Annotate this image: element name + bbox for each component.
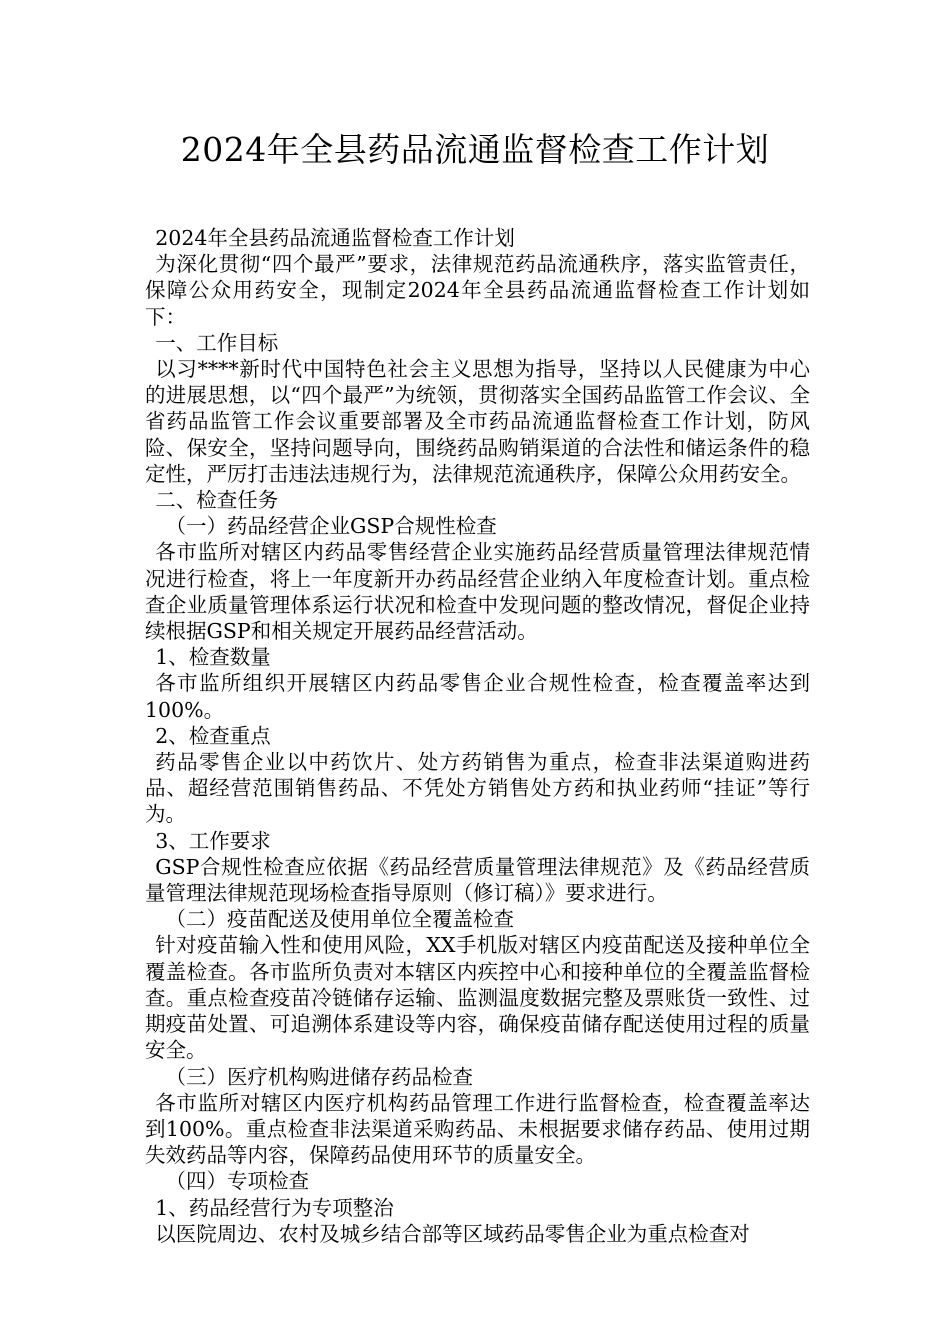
section-heading-tasks: 二、检查任务 [155, 488, 279, 513]
medical-paragraph: 各市监所对辖区内医疗机构药品管理工作进行监督检查，检查覆盖率达到100%。重点检查非法渠道采购药品、未根据要求储存药品、使用过期失效药品等内容，保障药品使用环节的质量安全。 [145, 1090, 810, 1168]
goals-paragraph: 以习****新时代中国特色社会主义思想为指导，坚持以人民健康为中心的进展思想，以“四个最严”为统领，贯彻落实全国药品监管工作会议、全省药品监管工作会议重要部署及全市药品流通监督检查工作计划，防风险、保安全，坚持问题导向，围绕药品购销渠道的合法性和储运条件的稳定性，严厉打击违法违规行为，法律规范流通秩序，保障公众用药安全。 [145, 357, 810, 486]
vaccine-paragraph: 针对疫苗输入性和使用风险，XX手机版对辖区内疫苗配送及接种单位全覆盖检查。各市监所负责对本辖区内疾控中心和接种单位的全覆盖监督检查。重点检查疫苗冷链储存运输、监测温度数据完整及票账货一致性、过期疫苗处置、可追溯体系建设等内容，确保疫苗储存配送使用过程的质量安全。 [145, 933, 810, 1063]
body-heading: 2024年全县药品流通监督检查工作计划 [155, 226, 515, 250]
document-title: 2024年全县药品流通监督检查工作计划 [180, 130, 770, 169]
subsection-heading-gsp: （一）药品经营企业GSP合规性检查 [165, 514, 497, 539]
document-body [145, 225, 810, 1247]
count-paragraph: 各市监所组织开展辖区内药品零售企业合规性检查，检查覆盖率达到100%。 [145, 671, 810, 722]
focus-paragraph: 药品零售企业以中药饮片、处方药销售为重点，检查非法渠道购进药品、超经营范围销售药品、不凭处方销售处方药和执业药师“挂证”等行为。 [145, 750, 810, 827]
item-heading-focus: 2、检查重点 [155, 723, 271, 748]
subsection-heading-vaccine: （二）疫苗配送及使用单位全覆盖检查 [165, 907, 514, 932]
subsection-heading-medical: （三）医疗机构购进储存药品检查 [165, 1064, 473, 1089]
intro-paragraph: 为深化贯彻“四个最严”要求，法律规范药品流通秩序，落实监管责任，保障公众用药安全，现制定2024年全县药品流通监督检查工作计划如下： [145, 252, 810, 329]
section-heading-goals: 一、工作目标 [155, 330, 279, 355]
item-heading-requirements: 3、工作要求 [155, 828, 271, 853]
rectification-paragraph: 以医院周边、农村及城乡结合部等区域药品零售企业为重点检查对 [155, 1221, 750, 1246]
gsp-paragraph: 各市监所对辖区内药品零售经营企业实施药品经营质量管理法律规范情况进行检查，将上一年度新开办药品经营企业纳入年度检查计划。重点检查企业质量管理体系运行状况和检查中发现问题的整改情况，督促企业持续根据GSP和相关规定开展药品经营活动。 [145, 540, 810, 644]
requirements-paragraph: GSP合规性检查应依据《药品经营质量管理法律规范》及《药品经营质量管理法律规范现场检查指导原则（修订稿）》要求进行。 [145, 854, 810, 906]
subsection-heading-special: （四）专项检查 [165, 1169, 309, 1194]
item-heading-rectification: 1、药品经营行为专项整治 [155, 1195, 394, 1220]
item-heading-count: 1、检查数量 [155, 645, 271, 670]
